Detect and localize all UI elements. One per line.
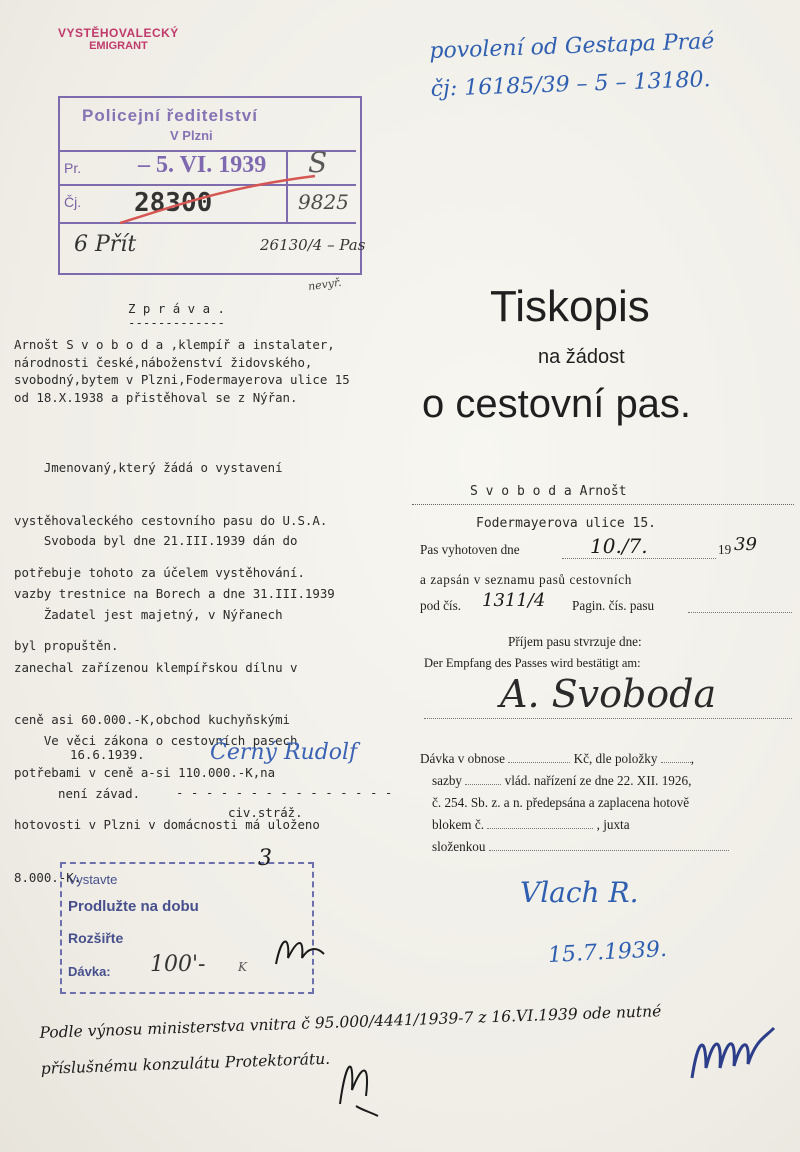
form-title-large: o cestovní pas. xyxy=(422,382,692,426)
fee-l5: složenkou xyxy=(432,839,486,854)
report-line: národnosti české,náboženství židovského, xyxy=(14,354,313,370)
stamp-hand-small: K xyxy=(238,960,247,974)
police-hand-ref: 26130/4 – Pas xyxy=(260,236,366,254)
receipt-de: Der Empfang des Passes wird bestätigt am: xyxy=(424,656,641,670)
gestapo-note-line1: povolení od Gestapa Praé xyxy=(428,29,715,64)
report-line: vazby trestnice na Borech a dne 31.III.1939 xyxy=(14,585,335,601)
police-date: – 5. VI. 1939 xyxy=(138,152,267,178)
report-line: zanechal zařízenou klempířskou dílnu v xyxy=(14,659,298,675)
report-signature-dashes: - - - - - - - - - - - - - - - xyxy=(176,785,393,800)
stamp-davka: Dávka: xyxy=(68,964,111,979)
clerk-signature: Vlach R. xyxy=(520,876,639,909)
fee-l1c: , xyxy=(690,751,695,766)
report-line: potřebuje tohoto za účelem vystěhování. xyxy=(14,565,305,580)
fee-line-5 xyxy=(420,836,798,858)
report-line: Svoboda byl dne 21.III.1939 dán do xyxy=(14,533,298,548)
report-date: 16.6.1939. xyxy=(70,747,145,762)
emigrant-stamp-line1: VYSTĚHOVALECKÝ xyxy=(58,26,179,40)
issued-year-hand: 39 xyxy=(734,534,757,555)
issued-row xyxy=(420,534,792,558)
pagin-dotline xyxy=(688,612,792,613)
report-line: Žadatel jest majetný, v Nýřanech xyxy=(14,607,283,622)
fee-item-blank xyxy=(661,762,691,763)
police-stamp xyxy=(58,96,366,275)
number-row xyxy=(420,590,792,614)
bottom-note-line1: Podle výnosu ministerstva vnitra č 95.000/4441/1939-7 z 16.VI.1939 ode nutné xyxy=(39,1002,662,1042)
report-heading: Z p r á v a . xyxy=(128,301,225,316)
report-line: hotovosti v Plzni v domácnosti má uloženo xyxy=(14,817,320,832)
fee-l4a: blokem č. xyxy=(432,817,485,832)
applicant-address: Fodermayerova ulice 15. xyxy=(476,516,657,531)
report-line: ceně asi 60.000.-K,obchod kuchyňskými xyxy=(14,712,291,727)
form-subtitle: na žádost xyxy=(538,346,625,368)
clerk-date: 15.7.1939. xyxy=(547,936,668,969)
report-line: není závad. xyxy=(58,785,141,801)
issued-year-prefix: 19 xyxy=(718,542,732,557)
bottom-note-line2: příslušnému konzulátu Protektorátu. xyxy=(40,1049,331,1078)
receipt-cz: Příjem pasu stvrzuje dne: xyxy=(508,634,642,649)
cj-label: Čj. xyxy=(64,194,82,210)
report-heading-underline: ------------- xyxy=(128,315,225,330)
bottom-initials xyxy=(326,1040,386,1120)
number-value-hand: 1311/4 xyxy=(482,590,546,611)
applicant-name: S v o b o d a Arnošt xyxy=(470,484,627,499)
stamp-rozsirte: Rozšiřte xyxy=(68,930,124,946)
fee-l1a: Dávka v obnose xyxy=(420,751,505,766)
fee-line-2 xyxy=(420,770,798,792)
report-line: Arnošt S v o b o d a ,klempíř a instalater, xyxy=(14,337,335,352)
report-line: potřebami v ceně a-si 110.000.-K,na xyxy=(14,764,276,780)
fee-amount-blank xyxy=(508,762,570,763)
pres-label: Pr. xyxy=(64,160,82,176)
number-label: pod čís. xyxy=(420,598,462,613)
report-line: 8.000.-K. xyxy=(14,869,82,885)
report-signature-role: civ.stráž. xyxy=(228,805,303,820)
bottom-right-signature xyxy=(684,1008,784,1098)
report-line: byl propuštěn. xyxy=(14,638,119,653)
fee-l2a: sazby xyxy=(432,773,463,788)
fee-line-1 xyxy=(420,748,798,770)
emigrant-stamp xyxy=(58,26,179,52)
issued-dotline xyxy=(562,558,716,559)
police-office: Policejní ředitelství xyxy=(82,106,258,125)
nevyr-note: nevyř. xyxy=(307,275,343,294)
report-line: svobodný,bytem v Plzni,Fodermayerova ulice 15 xyxy=(14,372,350,387)
fee-l1b: Kč, dle položky xyxy=(573,751,658,766)
report-line: Jmenovaný,který žádá o vystavení xyxy=(14,460,283,475)
stamp-prodluzte: Prodlužte na dobu xyxy=(68,898,199,915)
police-city: V Plzni xyxy=(170,128,213,143)
stamp-vystavte: Vystavte xyxy=(68,872,118,887)
report-signature: Černý Rudolf xyxy=(210,740,358,765)
fee-l4b: , juxta xyxy=(596,817,630,832)
gestapo-note-line2: čj: 16185/39 – 5 – 13180. xyxy=(430,67,711,102)
police-hand-number: 9825 xyxy=(298,190,349,214)
stamp-number-3: 3 xyxy=(258,846,272,871)
pagin-label: Pagin. čís. pasu xyxy=(572,598,655,613)
police-hand-initial: S xyxy=(308,146,328,179)
fee-block xyxy=(420,748,798,858)
police-number: 28300 xyxy=(134,188,213,218)
stamp-initials xyxy=(268,928,328,974)
report-line: Ve věci zákona o cestovních pasech xyxy=(14,733,298,748)
receipt-signature: A. Svoboda xyxy=(500,672,717,716)
emigrant-stamp-line2: EMIGRANT xyxy=(89,40,148,52)
gestapo-note xyxy=(429,23,717,109)
fee-l2b: vlád. nařízení ze dne 22. XII. 1926, xyxy=(504,773,692,788)
report-paragraph-1 xyxy=(14,336,350,406)
form-title: Tiskopis xyxy=(490,282,650,331)
issued-date-hand: 10./7. xyxy=(590,534,648,558)
name-line xyxy=(412,504,794,505)
issued-label: Pas vyhotoven dne xyxy=(420,542,520,557)
report-line: vystěhovaleckého cestovního pasu do U.S.A. xyxy=(14,512,328,528)
registered-text: a zapsán v seznamu pasů cestovních xyxy=(420,572,632,587)
stamp-hand-value: 100'- xyxy=(150,952,206,977)
red-pencil-mark xyxy=(100,168,330,228)
receipt-dotline xyxy=(424,718,792,719)
fee-line-4 xyxy=(420,814,798,836)
fee-block-blank xyxy=(487,828,593,829)
police-hand-note: 6 Přít xyxy=(74,232,137,257)
fee-rate-blank xyxy=(465,784,501,785)
fee-slip-blank xyxy=(489,850,729,851)
fee-line-3: č. 254. Sb. z. a n. předepsána a zaplacena hotově xyxy=(432,795,690,810)
report-line: od 18.X.1938 a přistěhoval se z Nýřan. xyxy=(14,389,298,405)
